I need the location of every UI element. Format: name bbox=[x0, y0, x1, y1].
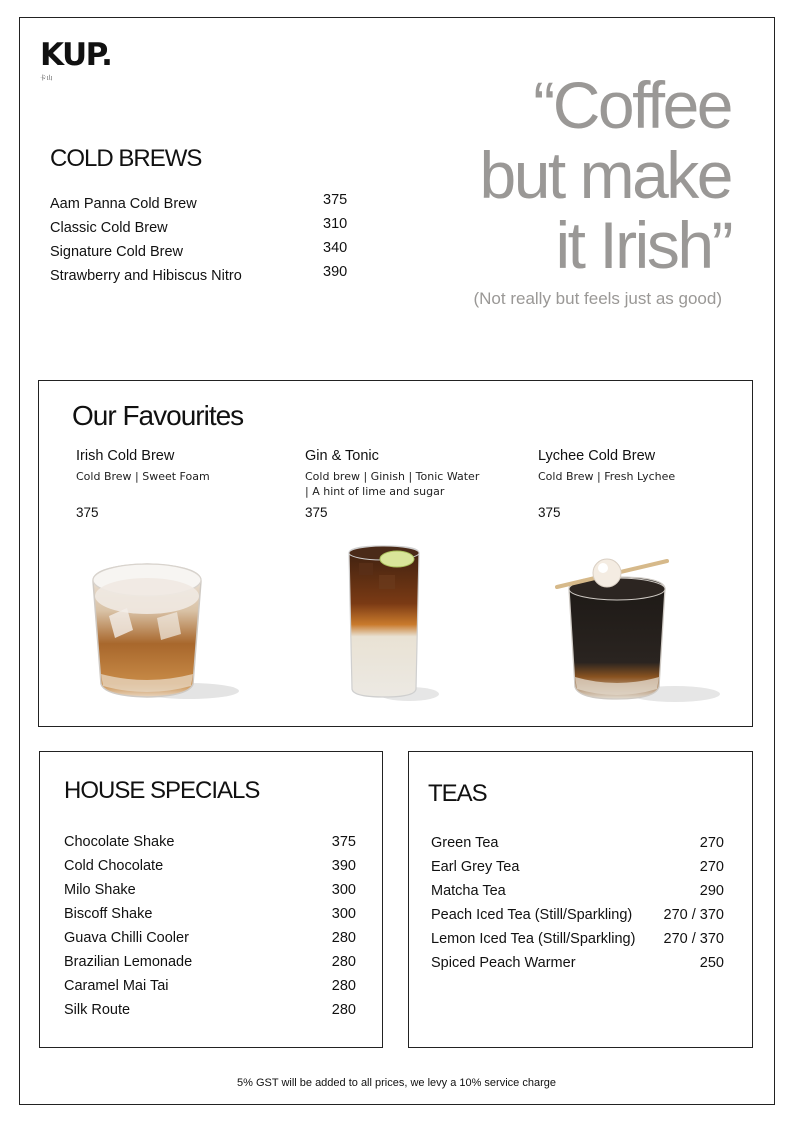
item-price: 290 bbox=[699, 883, 724, 899]
item-description: Cold brew | Ginish | Tonic Water | A hint of lime and sugar bbox=[305, 470, 480, 498]
item-name: Milo Shake bbox=[64, 882, 136, 898]
tagline-line: it Irish” bbox=[555, 208, 731, 282]
item-name: Earl Grey Tea bbox=[431, 859, 520, 875]
item-name: Biscoff Shake bbox=[64, 906, 153, 922]
item-price: 270 / 370 bbox=[663, 907, 724, 923]
item-price: 375 bbox=[305, 505, 328, 520]
menu-item bbox=[64, 1002, 356, 1026]
menu-item bbox=[64, 858, 356, 882]
item-price: 375 bbox=[538, 505, 561, 520]
item-name: Chocolate Shake bbox=[64, 834, 175, 850]
menu-item bbox=[50, 240, 360, 264]
favourite-item-irish bbox=[76, 448, 276, 484]
footer-note: 5% GST will be added to all prices, we levy a 10% service charge bbox=[237, 1077, 556, 1089]
item-name: Spiced Peach Warmer bbox=[431, 955, 576, 971]
favourite-item-gin-tonic bbox=[305, 448, 480, 499]
menu-item bbox=[50, 264, 360, 288]
item-name: Matcha Tea bbox=[431, 883, 506, 899]
house-specials-title: HOUSE SPECIALS bbox=[64, 777, 260, 804]
teas-section bbox=[408, 751, 753, 1048]
cold-brews-title: COLD BREWS bbox=[50, 145, 202, 172]
favourites-section bbox=[38, 380, 753, 727]
menu-item bbox=[64, 882, 356, 906]
item-price: 390 bbox=[323, 264, 348, 280]
menu-item bbox=[431, 907, 724, 931]
menu-item bbox=[64, 834, 356, 858]
teas-list bbox=[431, 835, 724, 979]
item-price: 280 bbox=[331, 930, 356, 946]
item-price: 280 bbox=[331, 1002, 356, 1018]
item-price: 300 bbox=[331, 906, 356, 922]
menu-item bbox=[50, 192, 360, 216]
house-specials-section bbox=[39, 751, 383, 1048]
item-name: Guava Chilli Cooler bbox=[64, 930, 189, 946]
menu-item bbox=[431, 859, 724, 883]
item-price: 375 bbox=[323, 192, 348, 208]
item-name: Strawberry and Hibiscus Nitro bbox=[50, 268, 242, 284]
irish-cold-brew-image bbox=[79, 546, 239, 706]
menu-item bbox=[431, 955, 724, 979]
item-name: Lemon Iced Tea (Still/Sparkling) bbox=[431, 931, 636, 947]
item-description: Cold Brew | Sweet Foam bbox=[76, 470, 210, 483]
tagline-line: “Coffee bbox=[533, 68, 731, 142]
lychee-cold-brew-image bbox=[555, 549, 720, 709]
gin-tonic-image bbox=[339, 541, 439, 706]
favourites-title: Our Favourites bbox=[72, 400, 244, 431]
item-price: 250 bbox=[699, 955, 724, 971]
item-price: 270 bbox=[699, 859, 724, 875]
menu-item bbox=[64, 954, 356, 978]
item-name: Gin & Tonic bbox=[305, 448, 379, 464]
tagline bbox=[480, 70, 731, 280]
item-price: 340 bbox=[323, 240, 348, 256]
item-name: Irish Cold Brew bbox=[76, 448, 175, 464]
menu-item bbox=[431, 883, 724, 907]
item-description: Cold Brew | Fresh Lychee bbox=[538, 470, 676, 483]
logo-text: KUP. bbox=[40, 37, 112, 73]
item-price: 390 bbox=[331, 858, 356, 874]
item-price: 375 bbox=[76, 505, 99, 520]
item-name: Peach Iced Tea (Still/Sparkling) bbox=[431, 907, 633, 923]
menu-item bbox=[431, 931, 724, 955]
menu-item bbox=[64, 930, 356, 954]
menu-item bbox=[431, 835, 724, 859]
item-name: Caramel Mai Tai bbox=[64, 978, 169, 994]
house-specials-list bbox=[64, 834, 356, 1026]
item-price: 270 / 370 bbox=[663, 931, 724, 947]
item-price: 270 bbox=[699, 835, 724, 851]
favourite-item-lychee bbox=[538, 448, 738, 484]
item-price: 375 bbox=[331, 834, 356, 850]
item-price: 280 bbox=[331, 954, 356, 970]
item-name: Green Tea bbox=[431, 835, 499, 851]
item-name: Silk Route bbox=[64, 1002, 131, 1018]
item-name: Classic Cold Brew bbox=[50, 220, 168, 236]
item-price: 300 bbox=[331, 882, 356, 898]
item-name: Cold Chocolate bbox=[64, 858, 164, 874]
brand-logo bbox=[40, 37, 112, 82]
tagline-line: but make bbox=[479, 138, 731, 212]
menu-item bbox=[50, 216, 360, 240]
item-name: Aam Panna Cold Brew bbox=[50, 196, 197, 212]
tagline-subtitle: (Not really but feels just as good) bbox=[473, 289, 722, 308]
item-name: Brazilian Lemonade bbox=[64, 954, 193, 970]
item-price: 310 bbox=[323, 216, 348, 232]
item-name: Signature Cold Brew bbox=[50, 244, 183, 260]
cold-brews-list bbox=[50, 192, 360, 288]
logo-subtext: 卡山 bbox=[40, 76, 54, 82]
teas-title: TEAS bbox=[428, 780, 487, 807]
item-name: Lychee Cold Brew bbox=[538, 448, 656, 464]
item-price: 280 bbox=[331, 978, 356, 994]
menu-item bbox=[64, 906, 356, 930]
menu-item bbox=[64, 978, 356, 1002]
